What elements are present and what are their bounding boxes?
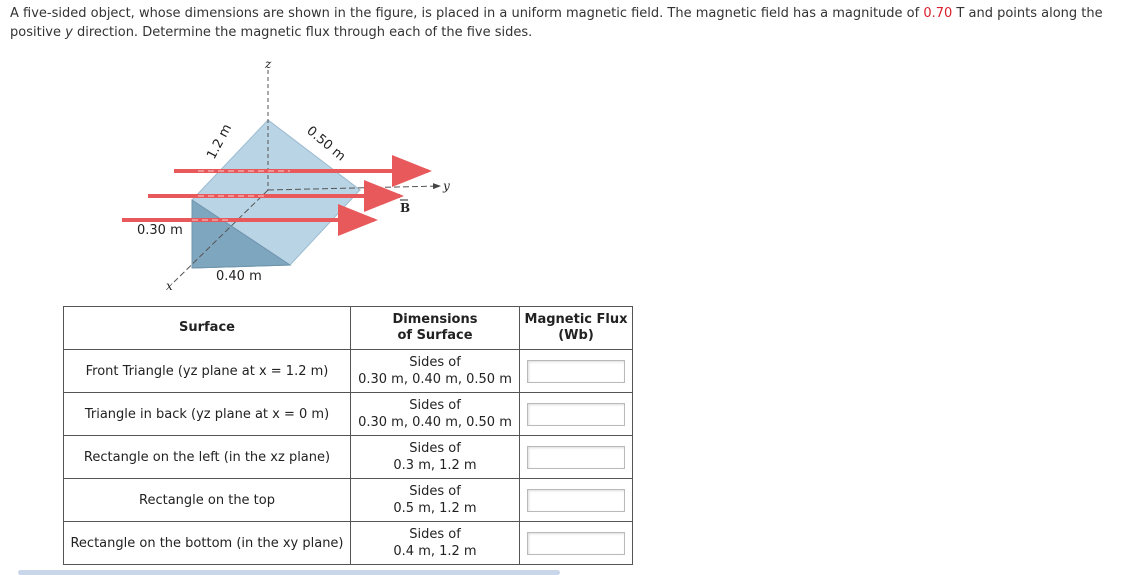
- flux-cell: [520, 479, 633, 522]
- problem-text-end: direction. Determine the magnetic flux through each of the five sides.: [72, 25, 533, 40]
- flux-cell: [520, 522, 633, 565]
- table-row: [64, 393, 633, 436]
- table-row: [64, 522, 633, 565]
- flux-table: [63, 306, 633, 565]
- flux-input-back-triangle[interactable]: [527, 403, 625, 426]
- y-variable: y: [65, 25, 73, 40]
- problem-text-before: A five-sided object, whose dimensions are shown in the figure, is placed in a uniform magnetic field. The magnetic field has a magnitude of: [10, 6, 924, 21]
- flux-cell: [520, 393, 633, 436]
- problem-text-after: T and points along the positive: [10, 6, 1103, 40]
- field-magnitude: 0.70: [923, 6, 953, 21]
- depth-label: 0.40 m: [216, 269, 262, 284]
- flux-input-bottom-rectangle[interactable]: [527, 532, 625, 555]
- flux-input-top-rectangle[interactable]: [527, 489, 625, 512]
- dimensions-header: Dimensions of Surface: [351, 307, 520, 350]
- surface-cell: Front Triangle (yz plane at x = 1.2 m): [64, 350, 351, 393]
- dimensions-cell: Sides of 0.30 m, 0.40 m, 0.50 m: [351, 350, 520, 393]
- surface-cell: Rectangle on the bottom (in the xy plane): [64, 522, 351, 565]
- table-row: [64, 436, 633, 479]
- z-axis-label: z: [265, 57, 272, 71]
- dimensions-cell: Sides of 0.5 m, 1.2 m: [351, 479, 520, 522]
- table-row: [64, 479, 633, 522]
- length-label: 1.2 m: [204, 121, 236, 162]
- flux-header: Magnetic Flux (Wb): [520, 307, 633, 350]
- dimensions-cell: Sides of 0.30 m, 0.40 m, 0.50 m: [351, 393, 520, 436]
- surface-header: Surface: [64, 307, 351, 350]
- surface-cell: Triangle in back (yz plane at x = 0 m): [64, 393, 351, 436]
- surface-cell: Rectangle on the top: [64, 479, 351, 522]
- table-row: [64, 350, 633, 393]
- prism-figure: [110, 50, 490, 295]
- height-label: 0.30 m: [137, 223, 183, 238]
- y-axis-label: y: [443, 179, 450, 193]
- x-axis-label: x: [166, 279, 173, 293]
- horizontal-scrollbar[interactable]: [18, 570, 560, 575]
- table-header-row: [64, 307, 633, 350]
- dimensions-cell: Sides of 0.3 m, 1.2 m: [351, 436, 520, 479]
- field-vector-label: B: [400, 201, 411, 215]
- surface-cell: Rectangle on the left (in the xz plane): [64, 436, 351, 479]
- flux-cell: [520, 350, 633, 393]
- flux-cell: [520, 436, 633, 479]
- flux-input-left-rectangle[interactable]: [527, 446, 625, 469]
- problem-statement: [10, 4, 1130, 42]
- flux-input-front-triangle[interactable]: [527, 360, 625, 383]
- dimensions-cell: Sides of 0.4 m, 1.2 m: [351, 522, 520, 565]
- slant-label: 0.50 m: [303, 123, 349, 165]
